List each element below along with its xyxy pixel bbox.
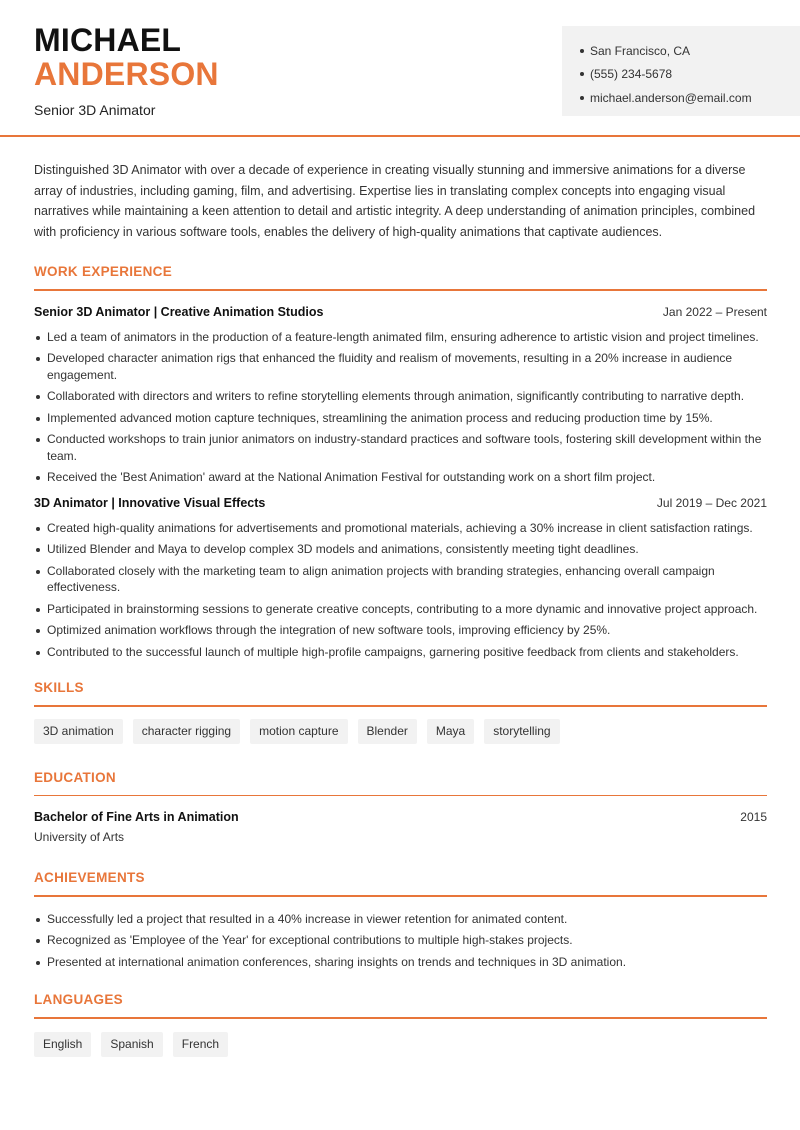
- education-header: [34, 810, 767, 824]
- job-dates: Jul 2019 – Dec 2021: [656, 495, 767, 510]
- education-section: [34, 770, 767, 845]
- section-title: ACHIEVEMENTS: [34, 870, 145, 885]
- skill-chip: 3D animation: [34, 719, 123, 744]
- bullet-icon: [580, 72, 584, 76]
- language-chips: [34, 1032, 767, 1057]
- section-title: SKILLS: [34, 680, 84, 695]
- section-title: EDUCATION: [34, 769, 116, 785]
- list-item: Developed character animation rigs that enhanced the fluidity and realism of movements, resulting in a 20% increase in audience engagement.: [34, 350, 767, 383]
- contact-email: [580, 86, 800, 110]
- job-bullets: [34, 520, 767, 661]
- job-role: Senior 3D Animator | Creative Animation Studios: [34, 304, 324, 319]
- skill-chip: storytelling: [484, 719, 559, 744]
- list-item: Optimized animation workflows through the integration of new software tools, improving efficiency by 25%.: [34, 622, 767, 639]
- list-item: Utilized Blender and Maya to develop complex 3D models and animations, consistently meeting tight deadlines.: [34, 541, 767, 558]
- list-item: Created high-quality animations for advertisements and promotional materials, achieving a 30% increase in client satisfaction ratings.: [34, 520, 767, 537]
- job-header: [34, 496, 767, 510]
- section-divider: [34, 705, 767, 707]
- job-dates: Jan 2022 – Present: [662, 304, 767, 319]
- section-title: WORK EXPERIENCE: [34, 264, 173, 279]
- resume-content: [34, 160, 767, 1057]
- first-name: MICHAEL: [34, 22, 182, 58]
- job-title: Senior 3D Animator: [34, 102, 156, 118]
- language-chip: French: [173, 1032, 228, 1057]
- list-item: Conducted workshops to train junior animators on industry-standard practices and software tools, fostering skill development within the team.: [34, 431, 767, 464]
- list-item: Participated in brainstorming sessions to generate creative concepts, contributing to a more dynamic and innovative project approach.: [34, 601, 767, 618]
- contact-text: (555) 234-5678: [590, 67, 673, 82]
- degree: Bachelor of Fine Arts in Animation: [34, 810, 239, 824]
- section-divider: [34, 1017, 767, 1019]
- contact-phone: [580, 63, 800, 87]
- skill-chip: Blender: [358, 719, 417, 744]
- skill-chip: Maya: [427, 719, 474, 744]
- skill-chip: character rigging: [133, 719, 240, 744]
- section-divider: [34, 289, 767, 291]
- graduation-year: 2015: [740, 810, 767, 824]
- achievements-section: [34, 870, 767, 970]
- list-item: Led a team of animators in the production of a feature-length animated film, ensuring adherence to artistic vision and project timelines.: [34, 329, 767, 346]
- job-header: [34, 305, 767, 319]
- job-role: 3D Animator | Innovative Visual Effects: [34, 495, 266, 510]
- section-title: LANGUAGES: [34, 992, 123, 1007]
- list-item: Collaborated closely with the marketing team to align animation projects with branding strategies, enhancing overall campaign effectiveness.: [34, 563, 767, 596]
- list-item: Recognized as 'Employee of the Year' for exceptional contributions to multiple high-stakes projects.: [34, 932, 767, 949]
- summary-paragraph: Distinguished 3D Animator with over a decade of experience in creating visually stunning and immersive animations for a diverse array of industries, including gaming, film, and advertising. Expertise lies in translating complex concepts into engaging visual narratives while maintaining a keen attention to detail and artistic integrity. A deep understanding of animation principles, combined with proficiency in various software tools, enables the delivery of high-quality animations that captivate audiences.: [34, 163, 756, 239]
- school-name: University of Arts: [34, 830, 125, 844]
- last-name: ANDERSON: [34, 56, 219, 92]
- job-bullets: [34, 329, 767, 486]
- section-divider: [34, 895, 767, 897]
- list-item: Received the 'Best Animation' award at the National Animation Festival for outstanding work on a short film project.: [34, 469, 767, 486]
- job-entry: [34, 496, 767, 661]
- resume-header: [0, 0, 800, 137]
- skills-section: [34, 680, 767, 744]
- list-item: Contributed to the successful launch of multiple high-profile campaigns, garnering positive feedback from clients and stakeholders.: [34, 644, 767, 661]
- job-entry: [34, 305, 767, 486]
- contact-location: [580, 39, 800, 63]
- section-divider: [34, 795, 767, 797]
- name-block: [34, 24, 219, 118]
- skill-chip: motion capture: [250, 719, 347, 744]
- contact-text: San Francisco, CA: [590, 43, 691, 58]
- bullet-icon: [580, 96, 584, 100]
- achievement-list: [34, 911, 767, 971]
- language-chip: Spanish: [101, 1032, 162, 1057]
- language-chip: English: [34, 1032, 91, 1057]
- bullet-icon: [580, 49, 584, 53]
- list-item: Successfully led a project that resulted in a 40% increase in viewer retention for animated content.: [34, 911, 767, 928]
- list-item: Collaborated with directors and writers to refine storytelling elements through animation, significantly contributing to narrative depth.: [34, 388, 767, 405]
- work-section: [34, 264, 767, 660]
- list-item: Presented at international animation conferences, sharing insights on trends and techniques in 3D animation.: [34, 954, 767, 971]
- languages-section: [34, 992, 767, 1057]
- list-item: Implemented advanced motion capture techniques, streamlining the animation process and reducing production time by 15%.: [34, 410, 767, 427]
- contact-box: [562, 26, 800, 116]
- skill-chips: [34, 719, 767, 744]
- contact-text: michael.anderson@email.com: [590, 90, 752, 105]
